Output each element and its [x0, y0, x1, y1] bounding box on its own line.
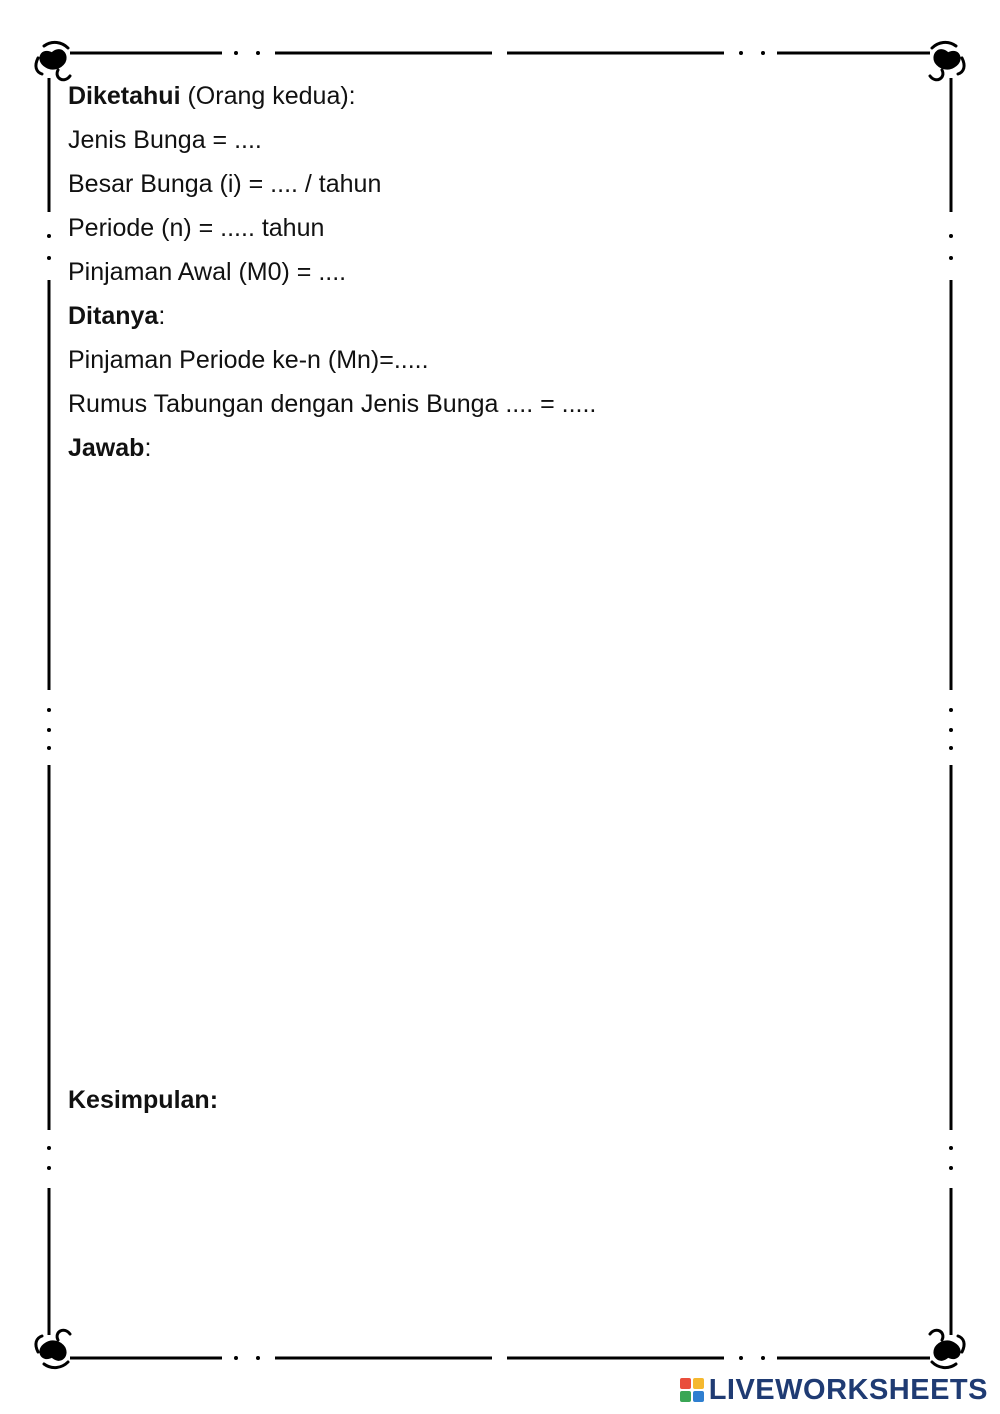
worksheet-content: [68, 74, 928, 470]
asked-line-pinjaman-periode: Pinjaman Periode ke-n (Mn)=.....: [68, 346, 429, 374]
jawab-suffix: :: [144, 434, 152, 462]
kesimpulan-heading: Kesimpulan:: [68, 1086, 219, 1114]
known-line-besar-bunga: Besar Bunga (i) = .... / tahun: [68, 170, 382, 198]
diketahui-heading: [68, 74, 928, 118]
ditanya-label: Ditanya: [68, 302, 159, 330]
asked-line-rumus-tabungan: Rumus Tabungan dengan Jenis Bunga .... = .....: [68, 390, 597, 418]
known-line-pinjaman-awal: Pinjaman Awal (M0) = ....: [68, 258, 347, 286]
ditanya-suffix: :: [158, 302, 166, 330]
known-line-periode: Periode (n) = ..... tahun: [68, 214, 325, 242]
diketahui-label: Diketahui: [68, 82, 181, 110]
liveworksheets-logo-icon: [679, 1377, 705, 1403]
known-line-jenis-bunga: Jenis Bunga = ....: [68, 126, 262, 154]
liveworksheets-logo[interactable]: [679, 1372, 988, 1408]
jawab-label: Jawab: [68, 434, 145, 462]
jawab-heading: [68, 426, 928, 470]
diketahui-suffix: (Orang kedua):: [180, 82, 356, 110]
ditanya-heading: [68, 294, 928, 338]
liveworksheets-brand-text: LIVEWORKSHEETS: [708, 1373, 988, 1406]
